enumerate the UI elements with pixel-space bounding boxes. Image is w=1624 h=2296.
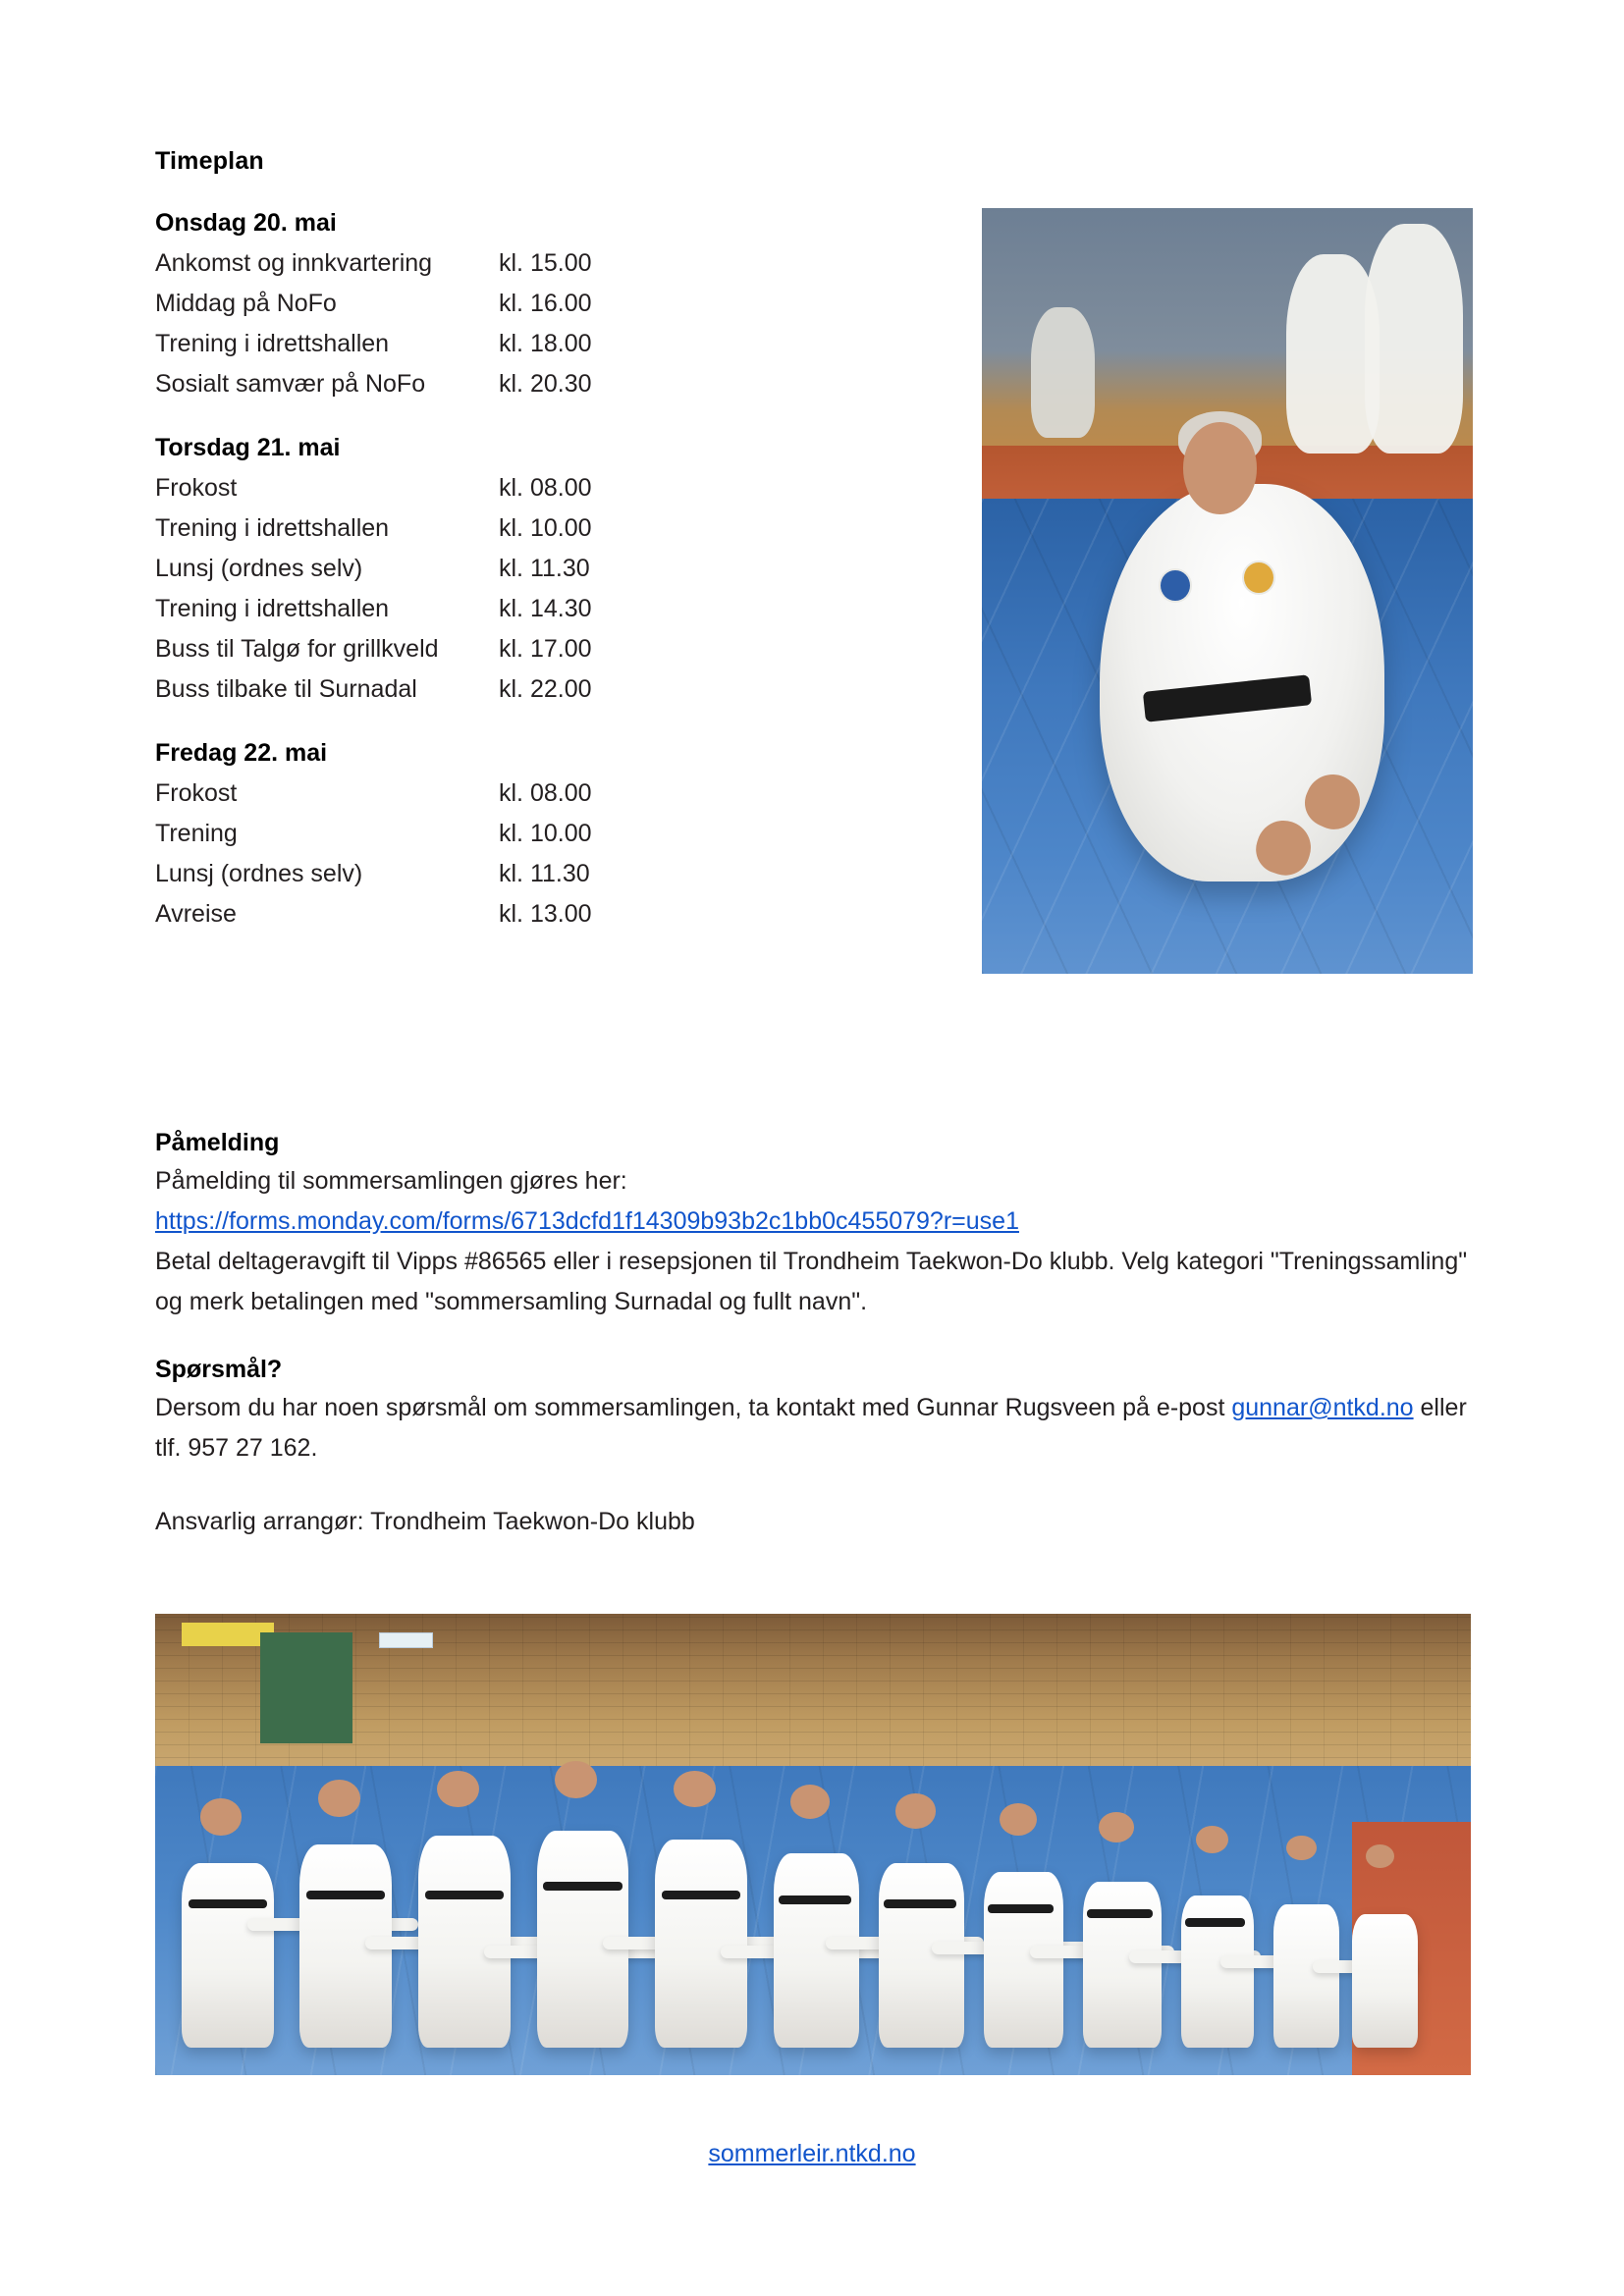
photo-person <box>418 1836 511 2048</box>
photo-background-figure <box>1031 307 1095 438</box>
photo-person-belt <box>425 1891 504 1899</box>
info-section <box>155 1129 1490 1542</box>
registration-intro: Påmelding til sommersamlingen gjøres her: <box>155 1167 627 1195</box>
photo-person-head <box>555 1761 597 1798</box>
schedule-item-label: Lunsj (ordnes selv) <box>155 860 363 887</box>
schedule-block <box>155 147 862 964</box>
photo-background-figure <box>1365 224 1463 454</box>
registration-heading: Påmelding <box>155 1129 280 1156</box>
schedule-item-label: Sosialt samvær på NoFo <box>155 370 426 398</box>
photo-person-head <box>674 1771 716 1808</box>
photo-person <box>1352 1914 1418 2048</box>
schedule-row <box>155 508 862 549</box>
schedule-item-label: Buss til Talgø for grillkveld <box>155 635 439 663</box>
schedule-row <box>155 243 862 284</box>
schedule-item-label: Frokost <box>155 474 238 502</box>
questions-text-after: eller tlf. 957 27 162. <box>155 1394 1467 1462</box>
photo-exit-sign <box>379 1632 434 1648</box>
schedule-row <box>155 324 862 364</box>
schedule-item-time: kl. 18.00 <box>499 330 592 357</box>
schedule-item-time: kl. 15.00 <box>499 249 592 277</box>
photo-gym-wall-texture <box>155 1614 1471 1771</box>
contact-email-link[interactable]: gunnar@ntkd.no <box>1231 1394 1414 1421</box>
footer <box>0 2140 1624 2168</box>
schedule-item-time: kl. 08.00 <box>499 474 592 502</box>
photo-gym-door <box>260 1632 352 1743</box>
schedule-item-time: kl. 10.00 <box>499 820 592 847</box>
photo-person <box>1273 1904 1339 2048</box>
schedule-item-time: kl. 10.00 <box>499 514 592 542</box>
schedule-item-time: kl. 20.30 <box>499 370 592 398</box>
questions-heading: Spørsmål? <box>155 1356 283 1383</box>
schedule-item-time: kl. 22.00 <box>499 675 592 703</box>
payment-instructions: Betal deltageravgift til Vipps #86565 eller i resepsjonen til Trondheim Taekwon-Do klubb. Velg kategori "Treningssamling" og merk betalingen med "sommersamling Surnadal og fullt navn". <box>155 1248 1468 1315</box>
schedule-row <box>155 629 862 669</box>
registration-form-link-wrapper <box>155 1201 1490 1242</box>
schedule-item-label: Lunsj (ordnes selv) <box>155 555 363 582</box>
schedule-item-label: Trening <box>155 820 238 847</box>
photo-person-head <box>200 1798 243 1836</box>
photo-person-belt <box>884 1899 956 1908</box>
photo-person <box>655 1840 747 2048</box>
photo-club-patch <box>1159 568 1192 603</box>
schedule-row <box>155 894 862 934</box>
photo-person-belt <box>779 1896 851 1904</box>
day-title: Onsdag 20. mai <box>155 209 337 237</box>
questions-text-before: Dersom du har noen spørsmål om sommersamlingen, ta kontakt med Gunnar Rugsveen på e-post <box>155 1394 1232 1421</box>
schedule-item-label: Trening i idrettshallen <box>155 330 390 357</box>
schedule-item-label: Avreise <box>155 900 237 928</box>
photo-main-figure-head <box>1183 422 1257 514</box>
schedule-item-label: Trening i idrettshallen <box>155 595 390 622</box>
photo-instructor-sitting <box>982 208 1473 974</box>
schedule-row <box>155 364 862 404</box>
day-title: Fredag 22. mai <box>155 739 328 767</box>
schedule-item-time: kl. 08.00 <box>499 779 592 807</box>
photo-person <box>1083 1882 1162 2048</box>
spacer <box>155 1468 1490 1502</box>
schedule-row <box>155 669 862 710</box>
schedule-item-time: kl. 16.00 <box>499 290 592 317</box>
schedule-item-label: Buss tilbake til Surnadal <box>155 675 417 703</box>
schedule-day-thursday <box>155 434 862 710</box>
schedule-item-label: Middag på NoFo <box>155 290 337 317</box>
photo-person-belt <box>189 1899 267 1908</box>
photo-person-belt <box>1185 1918 1244 1927</box>
photo-person <box>774 1853 859 2047</box>
schedule-row <box>155 284 862 324</box>
schedule-item-time: kl. 11.30 <box>499 555 590 582</box>
spacer <box>155 1322 1490 1356</box>
day-title: Torsdag 21. mai <box>155 434 341 461</box>
schedule-day-wednesday <box>155 209 862 404</box>
schedule-row <box>155 468 862 508</box>
questions-text <box>155 1388 1490 1468</box>
schedule-item-label: Ankomst og innkvartering <box>155 249 433 277</box>
schedule-row <box>155 854 862 894</box>
photo-group-kicking <box>155 1614 1471 2075</box>
schedule-item-time: kl. 11.30 <box>499 860 590 887</box>
page-title: Timeplan <box>155 147 264 175</box>
photo-person-head <box>895 1793 935 1828</box>
schedule-item-time: kl. 17.00 <box>499 635 592 663</box>
photo-person-belt <box>988 1904 1054 1913</box>
schedule-row <box>155 589 862 629</box>
photo-person-belt <box>1087 1909 1153 1918</box>
schedule-item-label: Frokost <box>155 779 238 807</box>
schedule-row <box>155 814 862 854</box>
photo-person <box>879 1863 964 2048</box>
schedule-item-label: Trening i idrettshallen <box>155 514 390 542</box>
schedule-item-time: kl. 13.00 <box>499 900 592 928</box>
schedule-row <box>155 774 862 814</box>
organizer-text: Ansvarlig arrangør: Trondheim Taekwon-Do klubb <box>155 1508 695 1535</box>
photo-person-belt <box>662 1891 740 1899</box>
registration-form-link[interactable]: https://forms.monday.com/forms/6713dcfd1f14309b93b2c1bb0c455079?r=use1 <box>155 1207 1019 1235</box>
photo-person <box>984 1872 1062 2048</box>
footer-website-link[interactable]: sommerleir.ntkd.no <box>708 2140 916 2167</box>
schedule-day-friday <box>155 739 862 934</box>
photo-club-patch <box>1242 561 1275 595</box>
schedule-item-time: kl. 14.30 <box>499 595 592 622</box>
photo-person-head <box>437 1771 479 1808</box>
schedule-row <box>155 549 862 589</box>
photo-person-head <box>1099 1812 1134 1842</box>
photo-person-head <box>1000 1803 1037 1836</box>
photo-person <box>182 1863 274 2048</box>
photo-person-belt <box>306 1891 385 1899</box>
photo-person-belt <box>543 1882 622 1891</box>
photo-person-head <box>318 1780 360 1817</box>
